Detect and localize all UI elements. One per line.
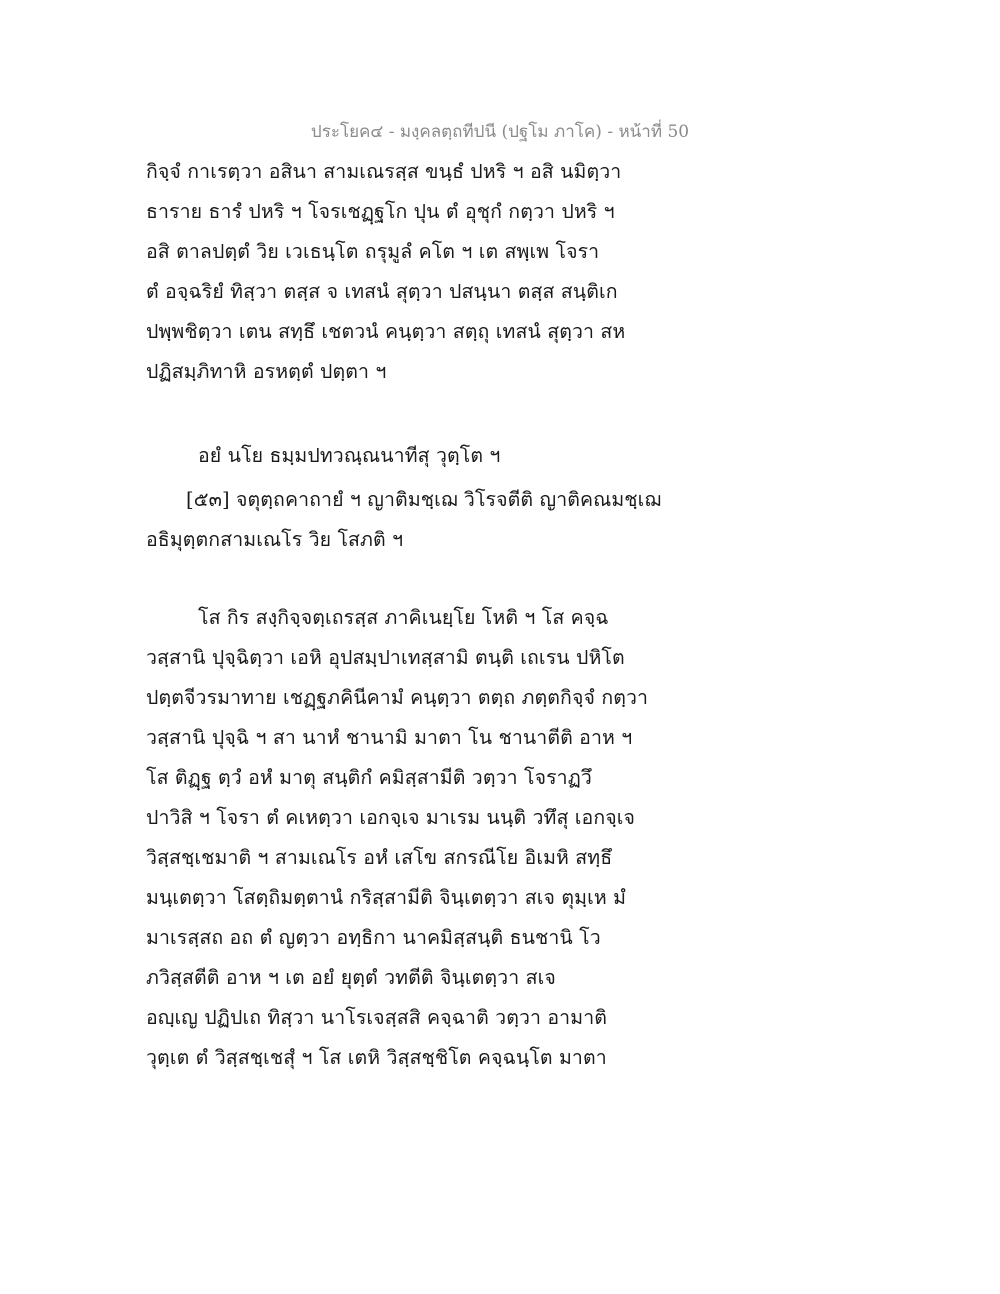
text-line: ปฏิสมฺภิทาหิ อรหตฺตํ ปตฺตา ฯ xyxy=(146,360,387,383)
text-line: วสฺสานิ ปุจฺฉิ ฯ สา นาหํ ชานามิ มาตา โน ชานาตีติ อาห ฯ xyxy=(146,726,633,749)
text-line: โส ติฏฺฐ ตฺวํ อหํ มาตุ สนฺติกํ คมิสฺสามีติ วตฺวา โจราฏวึ xyxy=(146,766,592,789)
text-line: กิจฺจํ กาเรตฺวา อสินา สามเณรสฺส ขนฺธํ ปหริ ฯ อสิ นมิตฺวา xyxy=(146,160,622,183)
text-line: อญฺเญ ปฏิปเถ ทิสฺวา นาโรเจสฺสสิ คจฺฉาติ วตฺวา อามาติ xyxy=(146,1006,608,1029)
text-line: ตํ อจฺฉริยํ ทิสฺวา ตสฺส จ เทสนํ สุตฺวา ปสนฺนา ตสฺส สนฺติเก xyxy=(146,280,618,303)
text-line: วุตฺเต ตํ วิสฺสชฺเชสุํ ฯ โส เตหิ วิสฺสชฺชิโต คจฺฉนฺโต มาตา xyxy=(146,1046,607,1069)
text-line: มนฺเตตฺวา โสตฺถิมตฺตานํ กริสฺสามีติ จินฺเตตฺวา สเจ ตุมฺเห มํ xyxy=(146,886,627,909)
text-line: ปาวิสิ ฯ โจรา ตํ คเหตฺวา เอกจฺเจ มาเรม นนฺติ วทึสุ เอกจฺเจ xyxy=(146,806,636,829)
text-line: ปพฺพชิตฺวา เตน สทฺธึ เชตวนํ คนฺตฺวา สตฺถุ เทสนํ สุตฺวา สห xyxy=(146,320,626,343)
text-line: อสิ ตาลปตฺตํ วิย เวเธนฺโต ถรุมูลํ คโต ฯ เต สพฺเพ โจรา xyxy=(146,240,600,263)
text-line: มาเรสฺสถ อถ ตํ ญตฺวา อทฺธิกา นาคมิสฺสนฺติ ธนชานิ โว xyxy=(146,926,601,949)
text-line: ปตฺตจีวรมาทาย เชฏฺฐภคินีคามํ คนฺตฺวา ตตฺถ ภตฺตกิจฺจํ กตฺวา xyxy=(146,686,649,709)
body-text xyxy=(146,152,666,1078)
section-number-line: [๕๓] จตุตฺถคาถายํ ฯ ญาติมชฺเฌ วิโรจตีติ ญาติคณมชฺเฌ xyxy=(186,488,662,511)
text-line: วสฺสานิ ปุจฺฉิตฺวา เอหิ อุปสมฺปาเทสฺสามิ ตนฺติ เถเรน ปหิโต xyxy=(146,646,625,669)
text-line: อยํ นโย ธมฺมปทวณฺณนาทีสุ วุตฺโต ฯ xyxy=(198,444,501,467)
running-header: ประโยค๔ - มงฺคลตฺถทีปนี (ปฐโม ภาโค) - หน้าที่ 50 xyxy=(310,122,690,142)
text-line: โส กิร สงฺกิจฺจตฺเถรสฺส ภาคิเนยฺโย โหติ ฯ โส คจฺฉ xyxy=(198,606,609,629)
text-line: อธิมุตฺตกสามเณโร วิย โสภติ ฯ xyxy=(146,528,404,551)
text-line: ธาราย ธารํ ปหริ ฯ โจรเชฏฺฐโก ปุน ตํ อุชุกํ กตฺวา ปหริ ฯ xyxy=(146,200,615,223)
text-line: ภวิสฺสตีติ อาห ฯ เต อยํ ยุตฺตํ วทตีติ จินฺเตตฺวา สเจ xyxy=(146,966,556,989)
text-line: วิสฺสชฺเชมาติ ฯ สามเณโร อหํ เสโข สกรณีโย อิเมหิ สทฺธึ xyxy=(146,846,613,869)
